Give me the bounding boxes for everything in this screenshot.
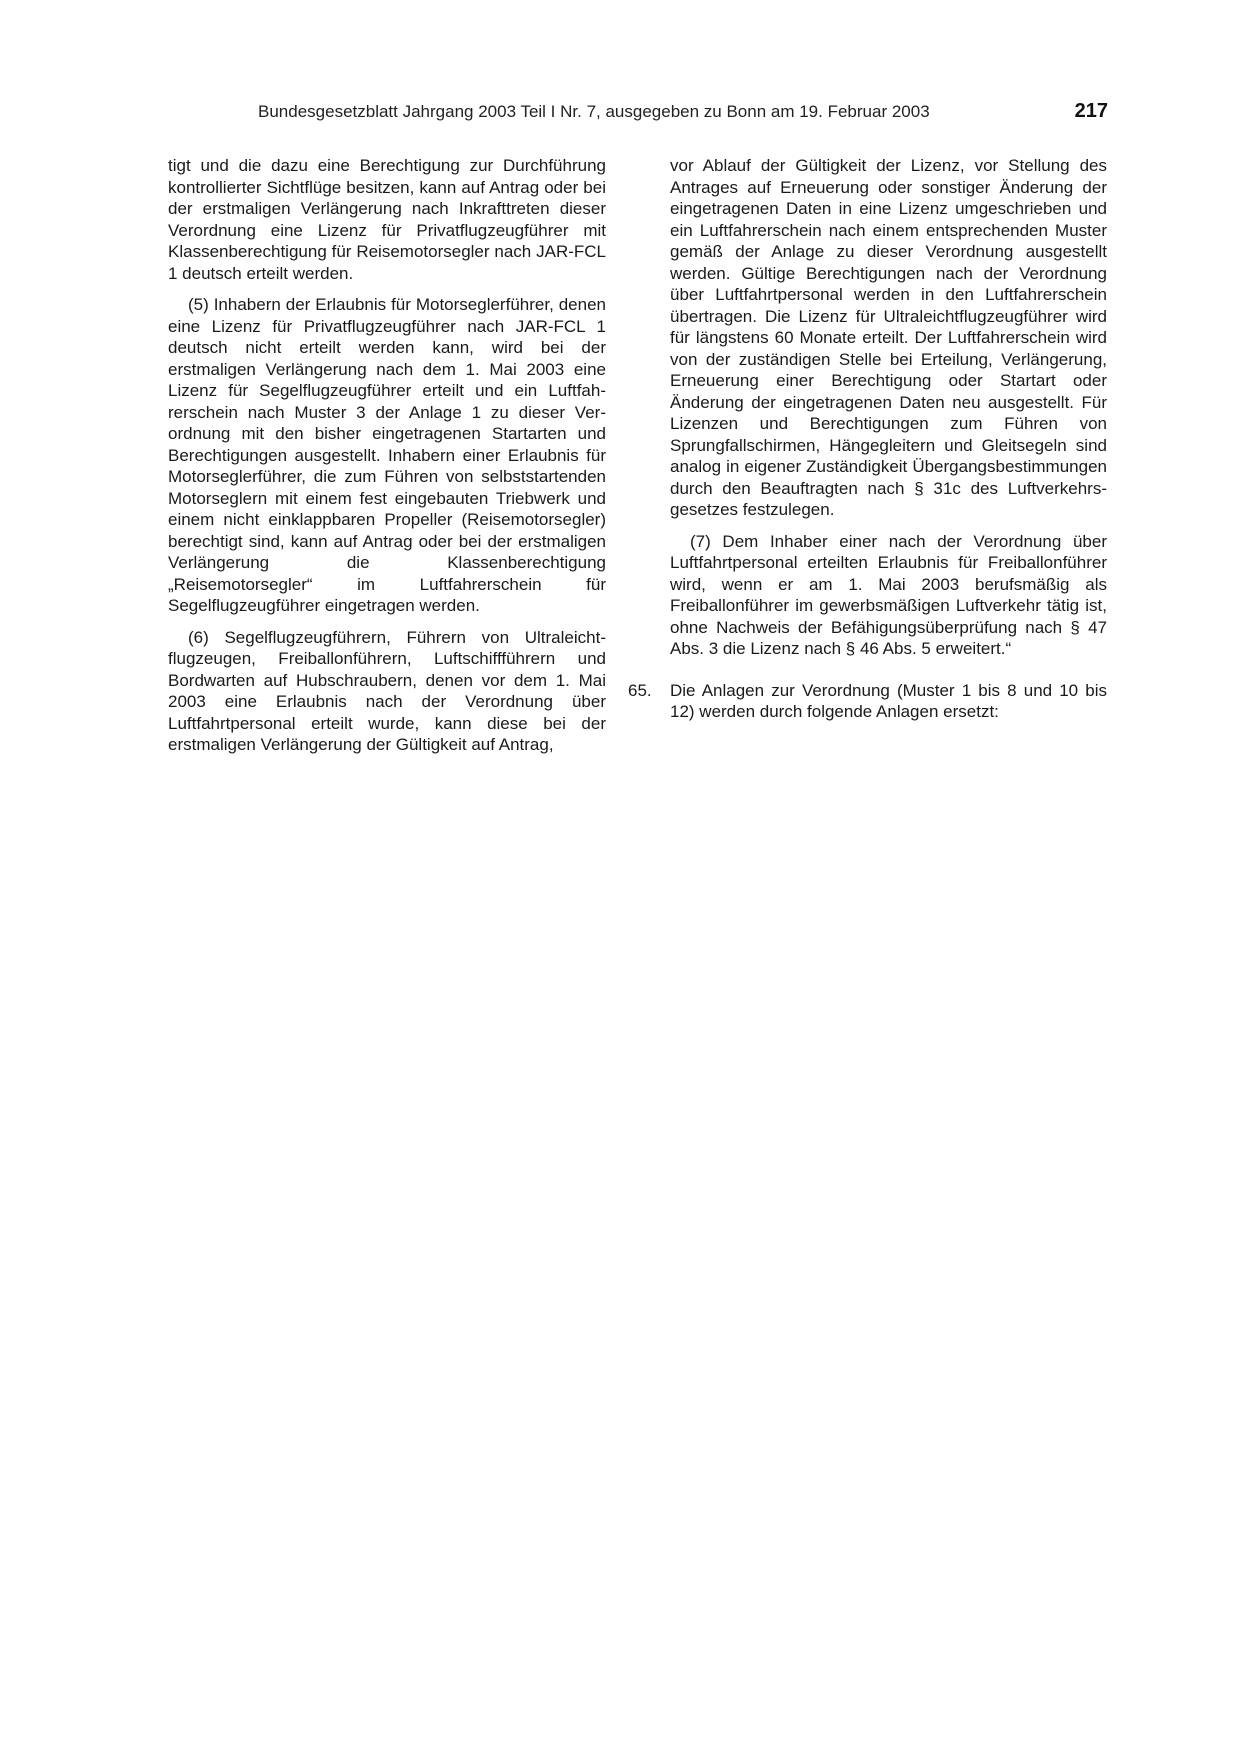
paragraph-6-continuation: vor Ablauf der Gültigkeit der Lizenz, vor Stellung des Antrages auf Erneuerung oder sonstiger Änderung der eingetragenen Daten in eine Lizenz umgeschrieben und ein Luftfahrerschein nach einem entsprechenden Muster gemäß der Anlage zu dieser Verordnung ausgestellt werden. Gültige Berechtigungen nach der Verordnung über Luftfahrtpersonal werden in den Luftfahrerschein übertragen. Die Lizenz für Ultraleichtflugzeugführer wird für längstens 60 Monate erteilt. Der Luftfahrerschein wird von der zuständigen Stelle bei Erteilung, Verlängerung, Erneuerung einer Berechtigung oder Startart oder Änderung der eingetragenen Daten neu ausgestellt. Für Lizenzen und Berechtigungen zum Führen von Sprungfallschirmen, Hängegleitern und Gleitsegeln sind analog in eigener Zuständigkeit Übergangsbestimmungen durch den Beauftragten nach § 31c des Luftverkehrsgesetzes festzulegen. (670, 156, 1107, 519)
page-header (258, 100, 1108, 126)
paragraph-5: (5) Inhabern der Erlaubnis für Motorseglerführer, denen eine Lizenz für Privatflugzeugführer nach JAR-FCL 1 deutsch nicht erteilt werden kann, wird bei der erstmaligen Verlängerung nach dem 1. Mai 2003 eine Lizenz für Segelflugzeugführer erteilt und ein Luftfahrerschein nach Muster 3 der Anlage 1 zu dieser Verordnung mit den bisher eingetragenen Startarten und Berechtigungen ausgestellt. Inhabern einer Erlaubnis für Motorseglerführer, die zum Führen von selbststartenden Motorseglern mit einem fest eingebauten Triebwerk und einem nicht einklappbaren Propeller (Reisemotorsegler) berechtigt sind, kann auf Antrag oder bei der erstmaligen Verlängerung die Klassenberechtigung „Reisemotorsegler“ im Luftfahrerschein für Segelflugzeugführer eingetragen werden. (168, 295, 606, 615)
paragraph-continuation: tigt und die dazu eine Berechtigung zur Durchführung kontrollierter Sichtflüge besitzen, kann auf Antrag oder bei der erstmaligen Verlängerung nach Inkrafttreten dieser Verordnung eine Lizenz für Privatflugzeugführer mit Klassenberechtigung für Reisemotorsegler nach JAR-FCL 1 deutsch erteilt werden. (168, 156, 606, 283)
paragraph-6: (6) Segelflugzeugführern, Führern von Ultraleichtflugzeugen, Freiballonführern, Luftschiffführern und Bordwarten auf Hubschraubern, denen vor dem 1. Mai 2003 eine Erlaubnis nach der Verordnung über Luftfahrtpersonal erteilt wurde, kann diese bei der erstmaligen Verlängerung der Gültigkeit auf Antrag, (168, 627, 606, 754)
publication-title: Bundesgesetzblatt Jahrgang 2003 Teil I Nr. 7, ausgegeben zu Bonn am 19. Februar 2003 (258, 102, 930, 121)
page-number: 217 (1074, 100, 1108, 122)
paragraph-7: (7) Dem Inhaber einer nach der Verordnung über Luftfahrtpersonal erteilten Erlaubnis für Freiballonführer wird, wenn er am 1. Mai 2003 berufsmäßig als Freiballonführer im gewerbsmäßigen Luftverkehr tätig ist, ohne Nachweis der Befähigungsüberprüfung nach § 47 Abs. 3 die Lizenz nach § 46 Abs. 5 erweitert.“ (670, 531, 1107, 658)
item-number: 65. (628, 680, 652, 700)
left-column (168, 155, 606, 766)
item-text: Die Anlagen zur Verordnung (Muster 1 bis 8 und 10 bis 12) werden durch folgende Anlagen ersetzt: (670, 680, 1107, 721)
right-column (628, 155, 1107, 733)
numbered-item-65 (628, 680, 1107, 723)
